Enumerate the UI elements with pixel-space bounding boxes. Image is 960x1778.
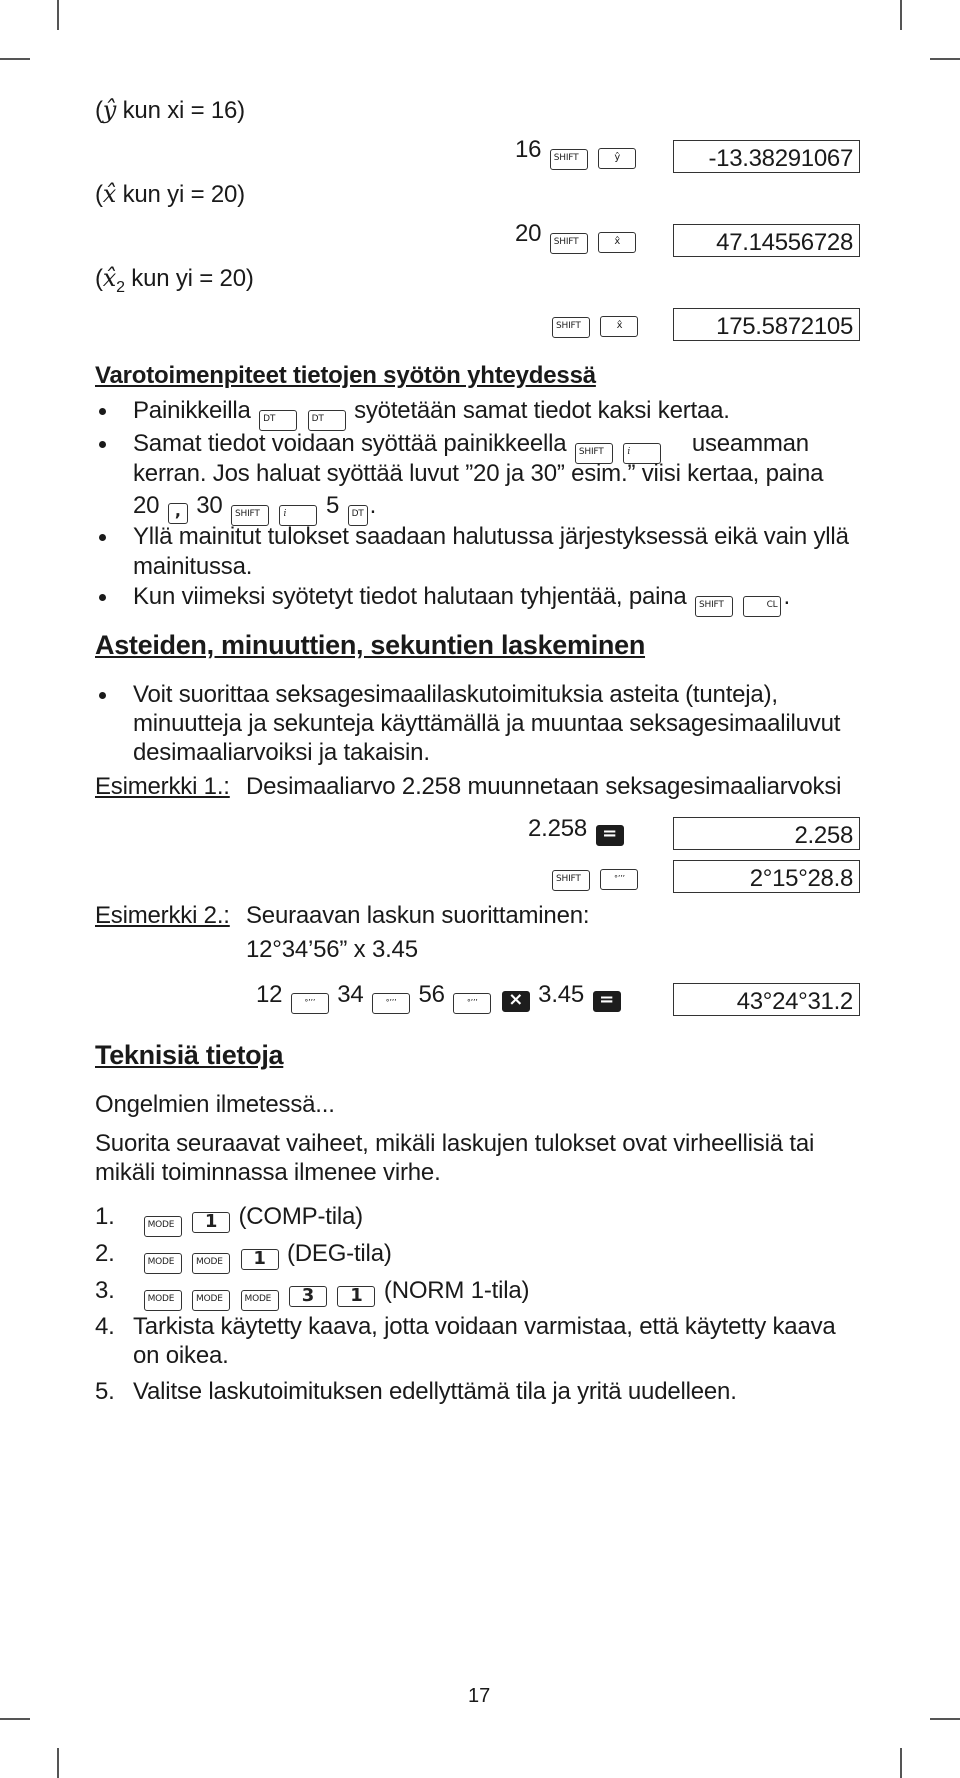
step-3: 3. MODE MODE MODE 3 1 (NORM 1-tila) xyxy=(95,1277,529,1311)
precaution-item-4: Kun viimeksi syötetyt tiedot halutaan tyhjentää, paina SHIFT CL . xyxy=(133,583,790,617)
crop-mark xyxy=(57,0,59,30)
crop-mark xyxy=(57,1748,59,1778)
step-4: 4. xyxy=(95,1313,115,1340)
dt-key-icon: DT xyxy=(259,410,297,431)
dt-key-icon: DT xyxy=(308,410,346,431)
tech-heading: Teknisiä tietoja xyxy=(95,1040,284,1070)
dms-bullet-line3: desimaaliarvoiksi ja takaisin. xyxy=(133,739,430,766)
mode-key-icon: MODE xyxy=(144,1253,182,1274)
precaution-item-2: Samat tiedot voidaan syöttää painikkeella SHIFT i useamman xyxy=(133,430,809,464)
dms-key-icon: °’’’ xyxy=(453,993,491,1014)
regression-label-2: (x̂ kun yi = 20) xyxy=(95,180,245,208)
bullet-icon xyxy=(99,692,106,699)
precaution-item-3: Yllä mainitut tulokset saadaan halutussa järjestyksessä eikä vain yllä xyxy=(133,523,849,550)
precaution-item-1: Painikkeilla DT DT syötetään samat tiedot kaksi kertaa. xyxy=(133,397,730,431)
regression-keys-3 xyxy=(550,304,640,338)
shift-key-icon: SHIFT xyxy=(575,443,613,464)
comma-key-icon: , xyxy=(168,503,188,524)
trouble-text: Ongelmien ilmetessä... xyxy=(95,1091,335,1118)
mode-key-icon: MODE xyxy=(192,1290,230,1311)
crop-mark xyxy=(930,1718,960,1720)
crop-mark xyxy=(0,1718,30,1720)
equals-key-icon: = xyxy=(593,991,621,1012)
example-1-keys xyxy=(550,857,640,891)
x-hat-key-icon: x̂ xyxy=(600,316,638,337)
dms-bullet-line2: minuutteja ja sekunteja käyttämällä ja muuntaa seksagesimaaliluvut xyxy=(133,710,841,737)
example-1-result-2: 2°15°28.8 xyxy=(673,860,860,893)
semicolon-key-icon: i xyxy=(623,443,661,464)
one-key-icon: 1 xyxy=(241,1249,279,1270)
regression-keys-1: 16 SHIFT ŷ xyxy=(515,136,638,170)
shift-key-icon: SHIFT xyxy=(550,233,588,254)
dt-key-icon: DT xyxy=(348,505,368,526)
step-1: 1. MODE 1 (COMP-tila) xyxy=(95,1203,363,1237)
step-4-line2: on oikea. xyxy=(133,1342,229,1369)
regression-result-1: -13.38291067 xyxy=(673,140,860,173)
bullet-icon xyxy=(99,594,106,601)
shift-key-icon: SHIFT xyxy=(552,317,590,338)
regression-label-1: (ŷ kun xi = 16) xyxy=(95,96,245,124)
bullet-icon xyxy=(99,441,106,448)
three-key-icon: 3 xyxy=(289,1286,327,1307)
example-1-text: Desimaaliarvo 2.258 muunnetaan seksagesimaaliarvoksi xyxy=(246,773,842,800)
example-1-result-1: 2.258 xyxy=(673,817,860,850)
one-key-icon: 1 xyxy=(192,1212,230,1233)
dms-key-icon: °’’’ xyxy=(372,993,410,1014)
dms-key-icon: °’’’ xyxy=(600,869,638,890)
y-hat-key-icon: ŷ xyxy=(598,148,636,169)
shift-key-icon: SHIFT xyxy=(231,505,269,526)
dms-bullet-line1: Voit suorittaa seksagesimaalilaskutoimituksia asteita (tunteja), xyxy=(133,681,778,708)
bullet-icon xyxy=(99,534,106,541)
regression-result-3: 175.5872105 xyxy=(673,308,860,341)
step-2: 2. MODE MODE 1 (DEG-tila) xyxy=(95,1240,392,1274)
equals-key-icon: = xyxy=(596,825,624,846)
mode-key-icon: MODE xyxy=(144,1290,182,1311)
dms-heading: Asteiden, minuuttien, sekuntien laskeminen xyxy=(95,630,646,660)
shift-key-icon: SHIFT xyxy=(550,149,588,170)
one-key-icon: 1 xyxy=(337,1286,375,1307)
step-4-line1: Tarkista käytetty kaava, jotta voidaan varmistaa, että käytetty kaava xyxy=(133,1313,836,1340)
step-5-text: Valitse laskutoimituksen edellyttämä tila ja yritä uudelleen. xyxy=(133,1378,737,1405)
example-2-keys: 12 °’’’ 34 °’’’ 56 °’’’ × 3.45 = xyxy=(256,981,623,1014)
regression-result-2: 47.14556728 xyxy=(673,224,860,257)
precaution-item-3-line2: mainitussa. xyxy=(133,553,253,580)
page-number: 17 xyxy=(468,1685,491,1707)
cl-key-icon: CL xyxy=(743,596,781,617)
example-2-result: 43°24°31.2 xyxy=(673,983,860,1016)
precaution-item-2-line3: 20 , 30 SHIFT i 5 DT . xyxy=(133,492,376,526)
step-5: 5. xyxy=(95,1378,115,1405)
tech-para-line1: Suorita seuraavat vaiheet, mikäli laskujen tulokset ovat virheellisiä tai xyxy=(95,1130,815,1157)
example-1-label: Esimerkki 1.: xyxy=(95,773,230,800)
bullet-icon xyxy=(99,408,106,415)
crop-mark xyxy=(930,58,960,60)
x-hat-key-icon: x̂ xyxy=(598,232,636,253)
shift-key-icon: SHIFT xyxy=(695,596,733,617)
shift-key-icon: SHIFT xyxy=(552,870,590,891)
regression-keys-2: 20 SHIFT x̂ xyxy=(515,220,638,254)
precautions-heading: Varotoimenpiteet tietojen syötön yhteydessä xyxy=(95,362,596,389)
semicolon-key-icon: i xyxy=(279,505,317,526)
crop-mark xyxy=(900,1748,902,1778)
dms-key-icon: °’’’ xyxy=(291,993,329,1014)
example-1-input: 2.258 = xyxy=(528,815,626,846)
example-2-expression: 12°34’56” x 3.45 xyxy=(246,936,418,963)
mode-key-icon: MODE xyxy=(241,1290,279,1311)
example-2-label: Esimerkki 2.: xyxy=(95,902,230,929)
regression-label-3: ($x̂_2$ kun yi = 20) xyxy=(95,264,254,296)
times-key-icon: × xyxy=(502,991,530,1012)
crop-mark xyxy=(900,0,902,30)
mode-key-icon: MODE xyxy=(144,1216,182,1237)
precaution-item-2-line2: kerran. Jos haluat syöttää luvut ”20 ja 30” esim.” viisi kertaa, paina xyxy=(133,460,824,487)
tech-para-line2: mikäli toiminnassa ilmenee virhe. xyxy=(95,1159,441,1186)
example-2-text: Seuraavan laskun suorittaminen: xyxy=(246,902,590,929)
mode-key-icon: MODE xyxy=(192,1253,230,1274)
crop-mark xyxy=(0,58,30,60)
